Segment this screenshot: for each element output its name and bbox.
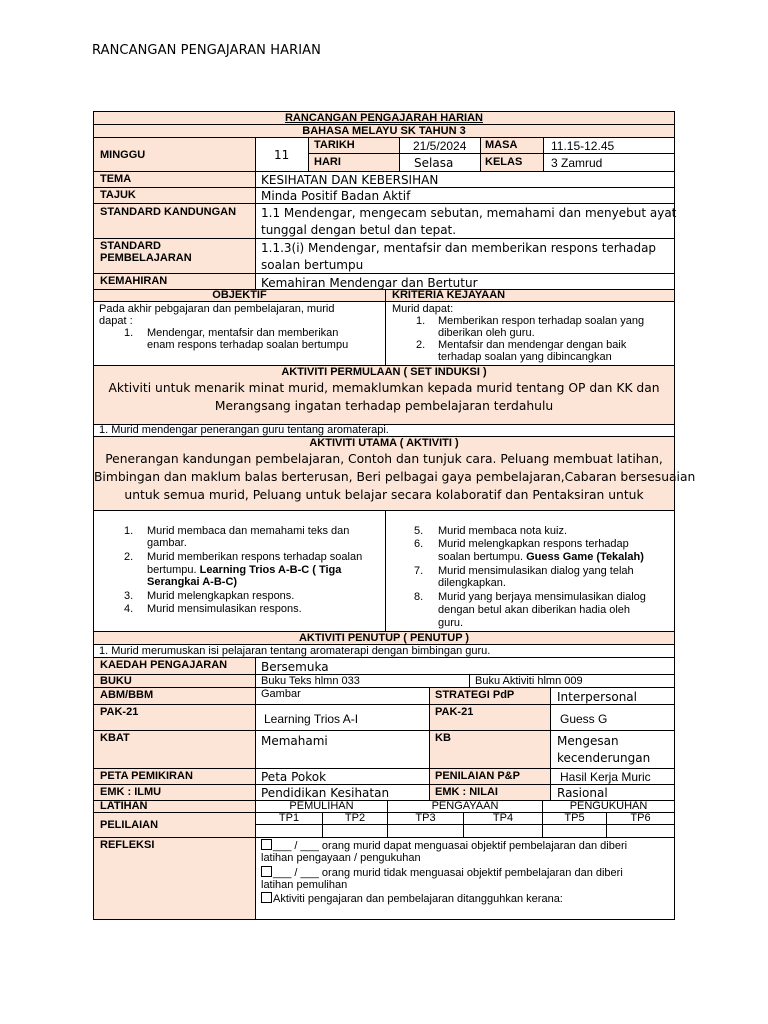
sk-line2: tunggal dengan betul dan tepat.	[261, 223, 457, 237]
utama-n5: 5.	[414, 525, 424, 537]
permulaan-line1: Aktiviti untuk menarik minat murid, memaklumkan kepada murid tentang OP dan KK dan	[108, 381, 660, 395]
strategi-label-cell	[430, 688, 551, 705]
utama-n7: 7.	[414, 565, 424, 577]
refleksi-content	[256, 838, 674, 919]
utama-left-col	[94, 511, 386, 632]
utama-i2b-bold: Learning Trios A-B-C ( Tiga	[199, 564, 342, 576]
masa-value-cell	[544, 138, 674, 154]
kaedah-value-cell	[256, 658, 674, 675]
abm-value-cell	[256, 688, 430, 705]
latihan-pengukuhan-cell	[543, 801, 674, 813]
utama-i4: Murid mensimulasikan respons.	[147, 603, 302, 615]
penutup-heading-cell	[94, 632, 674, 645]
pak21-right-value-cell	[551, 705, 674, 731]
sk-value-cell	[256, 204, 677, 239]
rph-table	[93, 111, 696, 920]
kelas-label-cell	[481, 154, 544, 172]
penutup-heading: AKTIVITI PENUTUP ( PENUTUP )	[298, 632, 470, 644]
kriteria-intro: Murid dapat:	[392, 303, 454, 315]
emk-nilai-label-cell	[430, 785, 551, 801]
kb-value-cell	[551, 731, 674, 769]
tp1-cell	[256, 813, 323, 825]
kelas-value: 3 Zamrud	[551, 156, 603, 170]
tarikh-value-cell	[400, 138, 481, 154]
pak21-right-value: Guess G	[560, 712, 608, 726]
penilaian-label: PENILAIAN P&P	[435, 770, 520, 782]
masa-label: MASA	[485, 139, 518, 151]
emk-nilai-value-cell	[551, 785, 674, 801]
peta-label: PETA PEMIKIRAN	[100, 770, 193, 782]
tajuk-value-cell	[256, 188, 674, 204]
utama-i5: Murid membaca nota kuiz.	[438, 525, 567, 537]
refleksi-checkbox-2[interactable]	[261, 866, 272, 877]
latihan-pengayaan: PENGAYAAN	[431, 800, 499, 812]
emk-ilmu-label-cell	[94, 785, 256, 801]
objektif-heading-cell	[94, 290, 386, 302]
sk-line1: 1.1 Mendengar, mengecam sebutan, memahami dan menyebut ayat	[261, 206, 677, 220]
buku-label-cell	[94, 675, 256, 688]
utama-i6b-plain: soalan bertumpu.	[438, 551, 527, 563]
utama-i8a: Murid yang berjaya mensimulasikan dialog	[438, 591, 646, 603]
kriteria-item2-line1: Mentafsir dan mendengar dengan baik	[438, 339, 627, 351]
pak21-right-label-cell	[430, 705, 551, 731]
utama-i2b	[147, 564, 341, 576]
pak21-right-label: PAK-21	[435, 706, 474, 718]
utama-n8: 8.	[414, 591, 424, 603]
minggu-label: MINGGU	[100, 149, 146, 161]
tema-label: TEMA	[100, 173, 132, 185]
refleksi-r1a: ___ / ___ orang murid dapat menguasai objektif pembelajaran dan diberi	[273, 840, 628, 852]
buku-value1: Buku Teks hlmn 033	[261, 675, 360, 687]
utama-i2a: Murid memberikan respons terhadap soalan	[147, 551, 363, 563]
refleksi-r1	[261, 839, 627, 852]
peta-label-cell	[94, 769, 256, 785]
table-title: RANCANGAN PENGAJARAH HARIAN	[284, 112, 483, 124]
kriteria-item2-line2: terhadap soalan yang dibincangkan	[438, 351, 612, 363]
pak21-left-value-cell	[256, 705, 430, 731]
kelas-label: KELAS	[485, 156, 523, 168]
sp-line1: 1.1.3(i) Mendengar, mentafsir dan memberikan respons terhadap	[261, 241, 657, 255]
kriteria-item1-line2: diberikan oleh guru.	[438, 327, 535, 339]
utama-i8c: guru.	[438, 617, 464, 629]
refleksi-r2	[261, 866, 623, 879]
abm-value: Gambar	[261, 688, 301, 700]
kbat-label-cell	[94, 731, 256, 769]
utama-i2c: Serangkai A-B-C)	[147, 576, 238, 588]
tp5-value-cell[interactable]	[543, 825, 607, 838]
refleksi-r3	[261, 892, 563, 905]
tp4-cell	[464, 813, 543, 825]
kaedah-label-cell	[94, 658, 256, 675]
kemahiran-label: KEMAHIRAN	[100, 275, 168, 287]
utama-line3: untuk semua murid, Peluang untuk belajar secara kolaboratif dan Pentaksiran untuk	[124, 488, 644, 502]
sp-value-cell	[256, 239, 674, 274]
tarikh-label: TARIKH	[314, 139, 355, 151]
kriteria-heading-cell	[386, 290, 674, 302]
kemahiran-value: Kemahiran Mendengar dan Bertutur	[261, 276, 478, 290]
utama-i1a: Murid membaca dan memahami teks dan	[147, 525, 350, 537]
permulaan-activity: 1. Murid mendengar penerangan guru tentang aromaterapi.	[99, 424, 389, 436]
hari-label: HARI	[314, 156, 341, 168]
utama-n4: 4.	[124, 603, 134, 615]
utama-line1: Penerangan kandungan pembelajaran, Contoh dan tunjuk cara. Peluang membuat latihan,	[105, 452, 663, 466]
tp6-cell	[607, 813, 674, 825]
tp5-label: TP5	[564, 812, 585, 824]
penutup-activity-cell	[94, 645, 674, 658]
pak21-left-label-cell	[94, 705, 256, 731]
utama-right-col	[386, 511, 674, 632]
masa-label-cell	[481, 138, 544, 154]
emk-ilmu-value-cell	[256, 785, 430, 801]
buku-value1-cell	[256, 675, 470, 688]
objektif-item1-line2: enam respons terhadap soalan bertumpu	[147, 339, 349, 351]
tp4-value-cell[interactable]	[464, 825, 543, 838]
sp-label-cell	[94, 239, 256, 274]
refleksi-r3-text: Aktiviti pengajaran dan pembelajaran ditangguhkan kerana:	[273, 893, 563, 905]
table-subtitle: BAHASA MELAYU SK TAHUN 3	[302, 125, 466, 137]
tajuk-label-cell	[94, 188, 256, 204]
utama-n2: 2.	[124, 551, 134, 563]
strategi-value: Interpersonal	[557, 690, 637, 704]
minggu-value: 11	[274, 148, 290, 162]
penutup-activity: 1. Murid merumuskan isi pelajaran tentang aromaterapi dengan bimbingan guru.	[99, 645, 491, 657]
objektif-intro1: Pada akhir pebgajaran dan pembelajaran, murid	[99, 303, 335, 315]
objektif-content	[94, 302, 386, 366]
masa-value: 11.15-12.45	[551, 139, 615, 153]
permulaan-block	[94, 366, 674, 425]
penilaian-value-cell	[551, 769, 674, 785]
utama-line2: Bimbingan dan maklum balas berterusan, Beri pelbagai gaya pembelajaran,Cabaran bersesuaian	[94, 470, 696, 484]
page-header: RANCANGAN PENGAJARAN HARIAN	[92, 43, 321, 58]
peta-value-cell	[256, 769, 430, 785]
sk-label: STANDARD KANDUNGAN	[100, 206, 237, 218]
latihan-pemulihan-cell	[256, 801, 388, 813]
kb-label: KB	[435, 732, 451, 744]
refleksi-label: REFLEKSI	[100, 839, 155, 851]
utama-n6: 6.	[414, 538, 424, 550]
buku-label: BUKU	[100, 675, 132, 687]
emk-ilmu-value: Pendidikan Kesihatan	[261, 786, 390, 800]
latihan-label: LATIHAN	[100, 800, 148, 812]
kaedah-label: KAEDAH PENGAJARAN	[100, 659, 228, 671]
hari-label-cell	[309, 154, 400, 172]
kaedah-value: Bersemuka	[261, 660, 329, 674]
buku-value2: Buku Aktiviti hlmn 009	[475, 675, 583, 687]
tajuk-value: Minda Positif Badan Aktif	[261, 189, 411, 203]
tp4-label: TP4	[492, 812, 514, 824]
tp1-value-cell[interactable]	[256, 825, 323, 838]
latihan-pemulihan: PEMULIHAN	[289, 800, 354, 812]
emk-nilai-value: Rasional	[557, 786, 608, 800]
tp3-value-cell[interactable]	[388, 825, 464, 838]
refleksi-r2a: ___ / ___ orang murid tidak menguasai objektif pembelajaran dan diberi	[273, 867, 623, 879]
tp5-cell	[543, 813, 607, 825]
permulaan-activity-cell	[94, 425, 674, 437]
utama-n1: 1.	[124, 525, 134, 537]
abm-label-cell	[94, 688, 256, 705]
tp1-label: TP1	[278, 812, 300, 824]
tp2-cell	[323, 813, 388, 825]
latihan-pengayaan-cell	[388, 801, 543, 813]
utama-i6b	[438, 551, 644, 563]
objektif-item1-num: 1.	[124, 327, 134, 339]
permulaan-line2: Merangsang ingatan terhadap pembelajaran terdahulu	[214, 399, 554, 413]
tema-label-cell	[94, 172, 256, 188]
kb-value2: kecenderungan	[557, 751, 651, 765]
kriteria-heading: KRITERIA KEJAYAAN	[392, 289, 506, 301]
objektif-item1-line1: Mendengar, mentafsir dan memberikan	[147, 327, 339, 339]
emk-nilai-label: EMK : NILAI	[435, 786, 498, 798]
refleksi-r1b: latihan pengayaan / pengukuhan	[261, 852, 421, 864]
minggu-value-cell	[256, 138, 309, 172]
refleksi-checkbox-1[interactable]	[261, 839, 272, 850]
tema-value: KESIHATAN DAN KEBERSIHAN	[261, 173, 439, 187]
buku-value2-cell	[470, 675, 674, 688]
kriteria-content	[386, 302, 674, 366]
sp-label2: PEMBELAJARAN	[100, 252, 192, 264]
pak21-left-value: Learning Trios A-I	[264, 712, 359, 726]
hari-value-cell	[400, 154, 481, 172]
utama-heading: AKTIVITI UTAMA ( AKTIVITI )	[309, 437, 459, 449]
utama-i1b: gambar.	[147, 537, 187, 549]
tarikh-value: 21/5/2024	[413, 139, 467, 153]
kbat-value: Memahami	[261, 734, 328, 748]
kb-value1: Mengesan	[557, 734, 619, 748]
utama-block	[94, 437, 696, 511]
title-row	[94, 112, 674, 125]
tp2-label: TP2	[344, 812, 366, 824]
sk-label-cell	[94, 204, 256, 239]
penilaian-value: Hasil Kerja Muric	[560, 770, 651, 784]
pelilaian-label-cell	[94, 813, 256, 838]
utama-i7a: Murid mensimulasikan dialog yang telah	[438, 565, 634, 577]
subtitle-row	[94, 125, 674, 138]
objektif-heading: OBJEKTIF	[212, 289, 267, 301]
peta-value: Peta Pokok	[261, 770, 327, 784]
tarikh-label-cell	[309, 138, 400, 154]
refleksi-label-cell	[94, 838, 256, 919]
utama-i7b: dilengkapkan.	[438, 577, 506, 589]
refleksi-checkbox-3[interactable]	[261, 892, 272, 903]
kbat-value-cell	[256, 731, 430, 769]
refleksi-r2b: latihan pemulihan	[261, 879, 348, 891]
utama-n3: 3.	[124, 590, 134, 602]
kriteria-item1-num: 1.	[416, 315, 426, 327]
utama-i6b-bold: Guess Game (Tekalah)	[526, 551, 644, 563]
emk-ilmu-label: EMK : ILMU	[100, 786, 162, 798]
latihan-label-cell	[94, 801, 256, 813]
permulaan-heading: AKTIVITI PERMULAAN ( SET INDUKSI )	[281, 366, 487, 378]
utama-i3: Murid melengkapkan respons.	[147, 590, 295, 602]
abm-label: ABM/BBM	[100, 689, 154, 701]
minggu-label-cell	[94, 138, 256, 172]
kemahiran-label-cell	[94, 274, 256, 290]
kbat-label: KBAT	[100, 732, 130, 744]
tp3-cell	[388, 813, 464, 825]
sp-line2: soalan bertumpu	[261, 258, 364, 272]
hari-value: Selasa	[414, 156, 454, 170]
tp3-label: TP3	[415, 812, 436, 824]
kriteria-item2-num: 2.	[416, 339, 426, 351]
tp2-value-cell[interactable]	[323, 825, 388, 838]
kriteria-item1-line1: Memberikan respon terhadap soalan yang	[438, 315, 645, 327]
sp-label1: STANDARD	[100, 240, 161, 252]
pelilaian-label: PELILAIAN	[100, 819, 159, 831]
objektif-intro2: dapat :	[99, 315, 133, 327]
latihan-pengukuhan: PENGUKUHAN	[569, 800, 648, 812]
tema-value-cell	[256, 172, 674, 188]
utama-i8b: dengan betul akan diberikan hadia oleh	[438, 604, 631, 616]
pak21-left-label: PAK-21	[100, 706, 139, 718]
penilaian-label-cell	[430, 769, 551, 785]
tajuk-label: TAJUK	[100, 189, 136, 201]
kemahiran-value-cell	[256, 274, 674, 290]
strategi-label: STRATEGI PdP	[435, 689, 515, 701]
tp6-label: TP6	[630, 812, 651, 824]
utama-i6a: Murid melengkapkan respons terhadap	[438, 538, 629, 550]
tp6-value-cell[interactable]	[607, 825, 674, 838]
utama-i2b-plain: bertumpu.	[147, 564, 200, 576]
kelas-value-cell	[544, 154, 674, 172]
strategi-value-cell	[551, 688, 674, 705]
kb-label-cell	[430, 731, 551, 769]
